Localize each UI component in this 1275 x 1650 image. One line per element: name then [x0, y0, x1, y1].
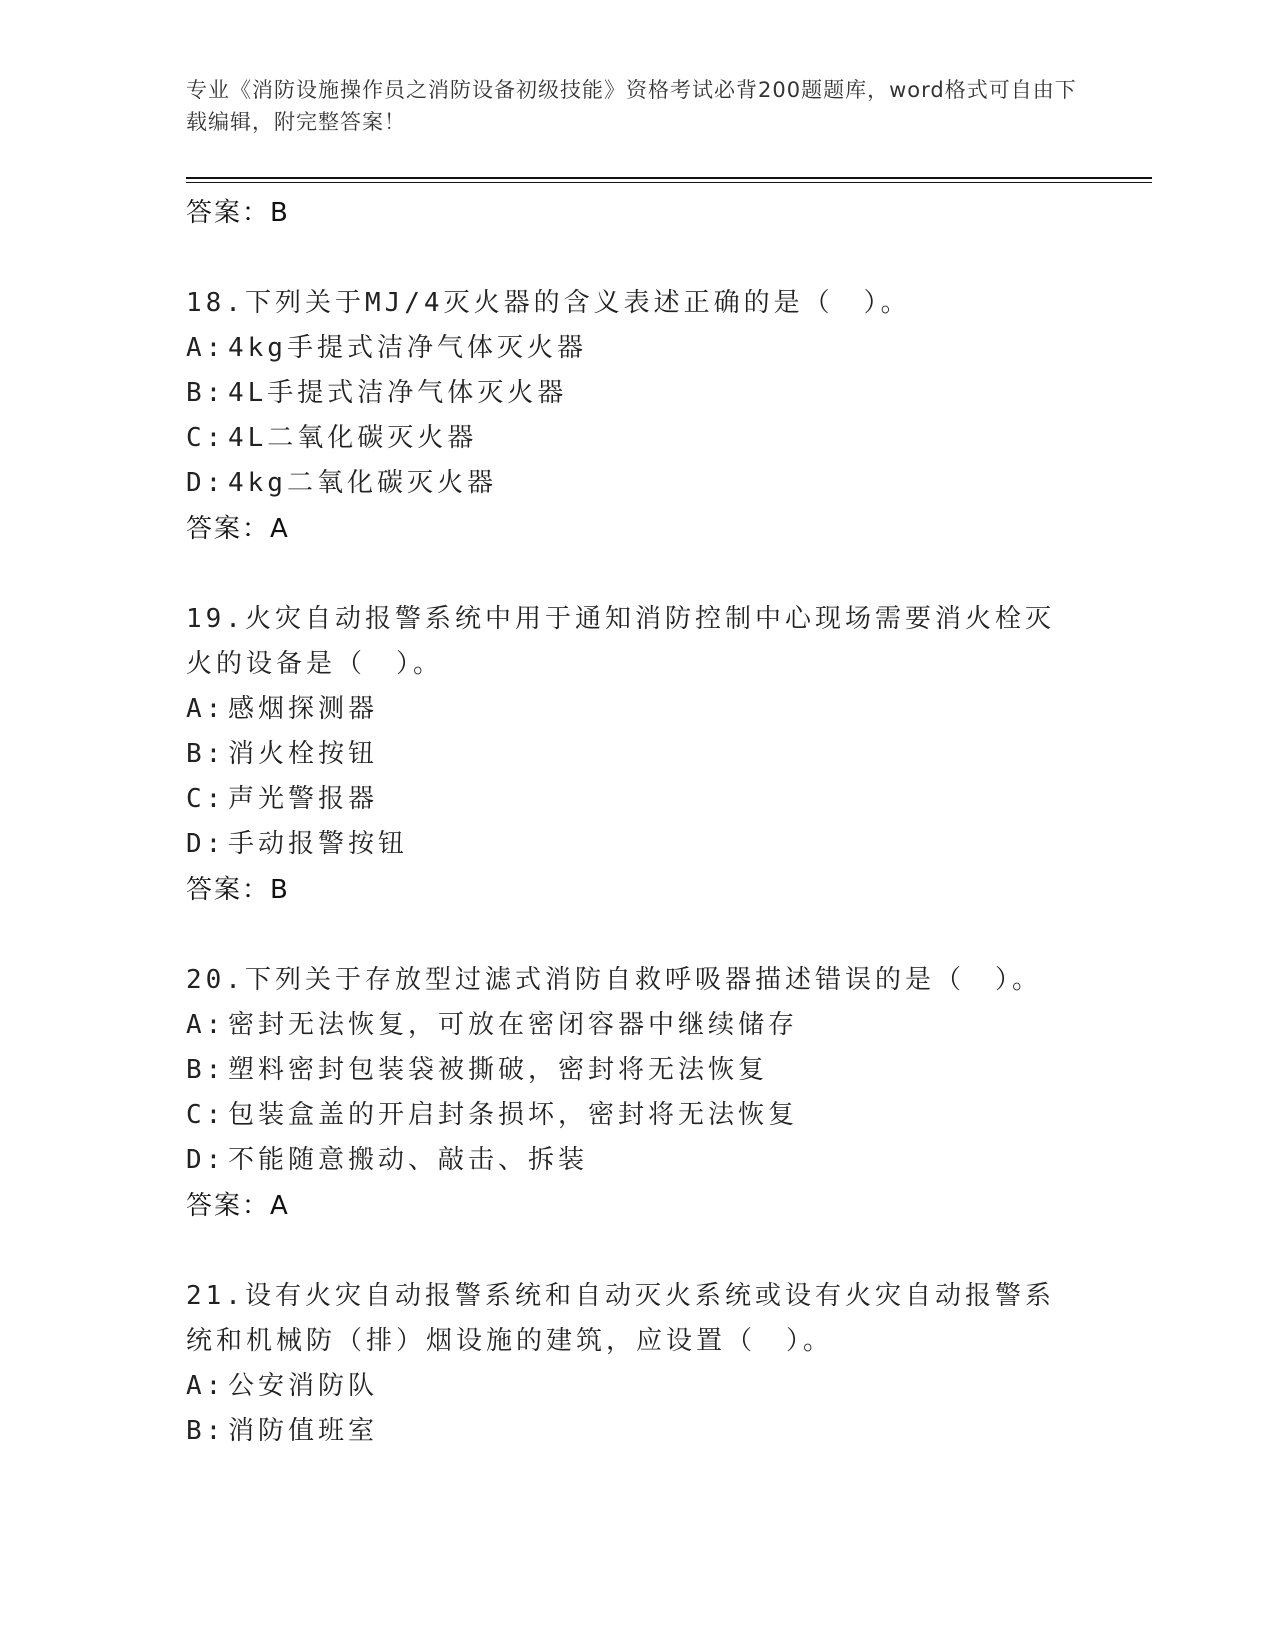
question-stem: 20.下列关于存放型过滤式消防自救呼吸器描述错误的是（ ）。 — [186, 965, 1042, 995]
option-a — [186, 1364, 1086, 1409]
document-header: 专业《消防设施操作员之消防设备初级技能》资格考试必背200题题库，word格式可自由下载编辑，附完整答案！ — [186, 78, 1077, 134]
spacer — [186, 552, 1086, 597]
spacer — [186, 1229, 1086, 1274]
option-b — [186, 1409, 1086, 1454]
question-stem: 19.火灾自动报警系统中用于通知消防控制中心现场需要消火栓灭火的设备是（ ）。 — [186, 604, 1055, 679]
option-key: C: — [186, 784, 226, 814]
answer-line: 答案：A — [186, 514, 290, 544]
option-b — [186, 371, 1086, 416]
spacer — [186, 913, 1086, 958]
option-text: 4kg手提式洁净气体灭火器 — [228, 333, 587, 363]
question-list — [186, 190, 1086, 1454]
option-text: 4L手提式洁净气体灭火器 — [228, 378, 568, 408]
option-text: 不能随意搬动、敲击、拆装 — [228, 1145, 589, 1175]
option-text: 声光警报器 — [228, 784, 379, 814]
header-divider-thin — [186, 182, 1152, 183]
answer-line: 答案：B — [186, 875, 290, 905]
option-a — [186, 687, 1086, 732]
option-text: 消火栓按钮 — [228, 739, 379, 769]
option-key: B: — [186, 1055, 226, 1085]
option-d — [186, 822, 1086, 867]
option-key: A: — [186, 333, 226, 363]
option-text: 密封无法恢复，可放在密闭容器中继续储存 — [228, 1010, 799, 1040]
option-key: A: — [186, 694, 226, 724]
question-block — [186, 281, 1086, 552]
option-b — [186, 732, 1086, 777]
option-c — [186, 416, 1086, 461]
question-stem: 18.下列关于MJ/4灭火器的含义表述正确的是（ ）。 — [186, 288, 911, 318]
option-key: D: — [186, 829, 226, 859]
question-stem: 21.设有火灾自动报警系统和自动灭火系统或设有火灾自动报警系统和机械防（排）烟设施的建筑，应设置（ ）。 — [186, 1281, 1055, 1356]
option-key: B: — [186, 1416, 226, 1446]
question-block — [186, 1274, 1086, 1454]
option-text: 感烟探测器 — [228, 694, 379, 724]
option-b — [186, 1048, 1086, 1093]
option-a — [186, 326, 1086, 371]
option-c — [186, 777, 1086, 822]
option-key: D: — [186, 468, 226, 498]
option-text: 公安消防队 — [228, 1371, 379, 1401]
answer-line: 答案：B — [186, 198, 290, 228]
option-d — [186, 461, 1086, 506]
question-block — [186, 597, 1086, 913]
option-text: 消防值班室 — [228, 1416, 379, 1446]
option-key: B: — [186, 378, 226, 408]
question-block — [186, 958, 1086, 1229]
option-d — [186, 1138, 1086, 1183]
option-text: 4L二氧化碳灭火器 — [228, 423, 478, 453]
option-text: 手动报警按钮 — [228, 829, 409, 859]
option-text: 包装盒盖的开启封条损坏，密封将无法恢复 — [228, 1100, 799, 1130]
option-key: C: — [186, 423, 226, 453]
option-key: A: — [186, 1010, 226, 1040]
option-key: A: — [186, 1371, 226, 1401]
option-key: D: — [186, 1145, 226, 1175]
option-c — [186, 1093, 1086, 1138]
option-a — [186, 1003, 1086, 1048]
header-divider-thick — [186, 177, 1152, 179]
spacer — [186, 236, 1086, 281]
option-text: 塑料密封包装袋被撕破，密封将无法恢复 — [228, 1055, 769, 1085]
option-text: 4kg二氧化碳灭火器 — [228, 468, 497, 498]
option-key: B: — [186, 739, 226, 769]
answer-line: 答案：A — [186, 1191, 290, 1221]
option-key: C: — [186, 1100, 226, 1130]
